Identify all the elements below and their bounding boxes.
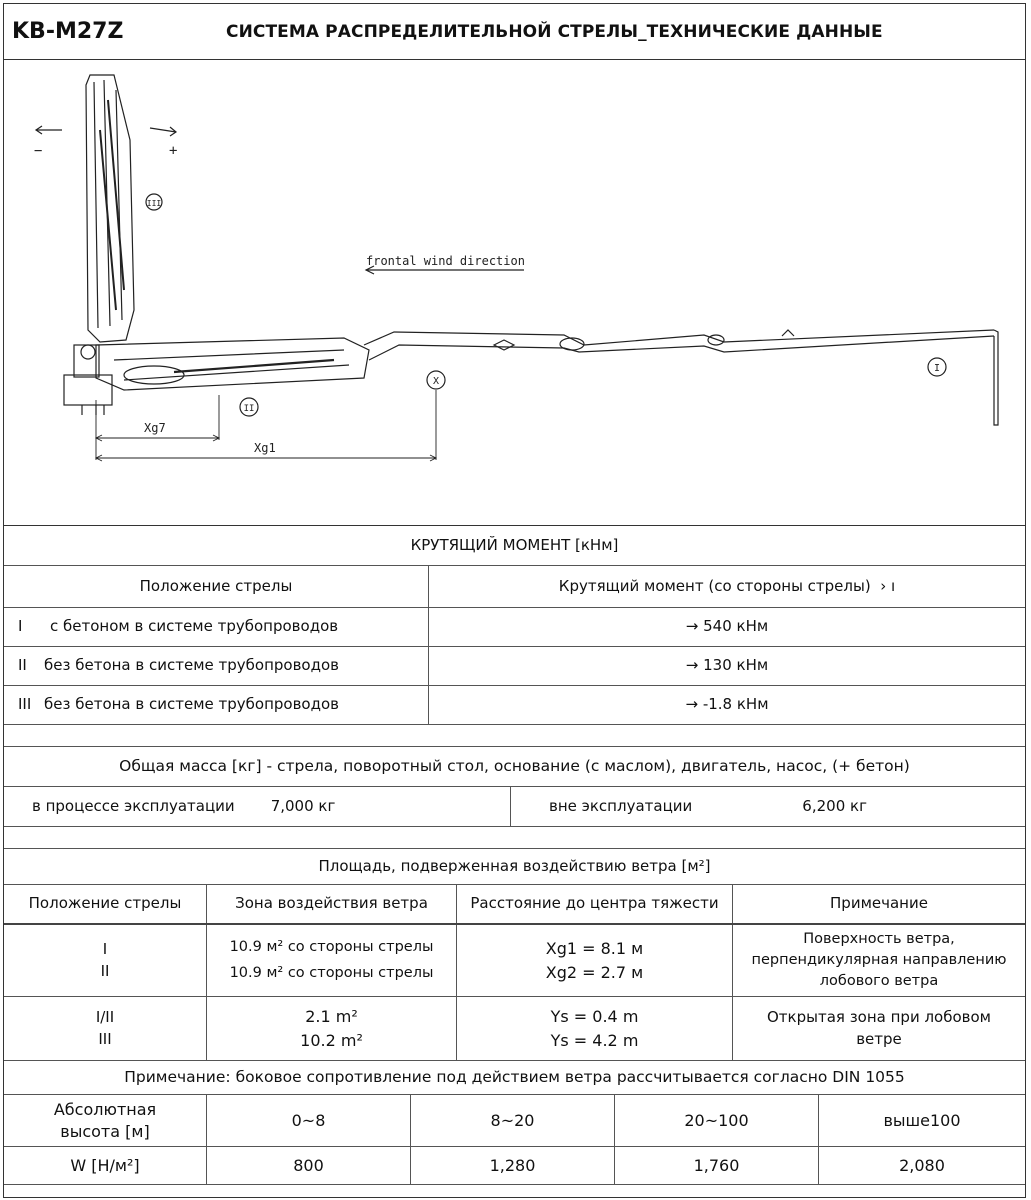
pressure-value-cell: 2,080 bbox=[899, 1155, 945, 1175]
boom-diagram-svg bbox=[4, 60, 1026, 525]
boom-section-1-lines bbox=[114, 350, 349, 380]
boom-cylinder-rod bbox=[174, 360, 334, 372]
boom-joint-3 bbox=[708, 335, 724, 345]
torque-row bbox=[4, 686, 1025, 725]
xg7-label: Xg7 bbox=[144, 421, 166, 435]
turret-pivot bbox=[81, 345, 95, 359]
boom-section-top bbox=[364, 330, 994, 345]
wind-row1-dist-a: Xg1 = 8.1 м bbox=[545, 939, 644, 959]
pressure-height-cell: выше100 bbox=[883, 1110, 961, 1130]
mass-operating-value: 7,000 кг bbox=[270, 796, 336, 815]
pressure-w-label: W [Н/м²] bbox=[4, 1147, 207, 1184]
mass-operating bbox=[4, 787, 511, 826]
torque-row-text: с бетоном в системе трубопроводов bbox=[50, 617, 339, 636]
position-x-label: X bbox=[432, 376, 440, 387]
torque-title-row bbox=[4, 526, 1025, 566]
mass-operating-label: в процессе эксплуатации bbox=[32, 796, 235, 815]
position-2-label: II bbox=[243, 404, 255, 414]
pressure-height-label bbox=[4, 1095, 207, 1146]
boom-joint-1 bbox=[494, 340, 514, 350]
torque-row-desc bbox=[4, 608, 429, 646]
pressure-value-cell: 1,760 bbox=[615, 1147, 819, 1184]
boom-section-bottom bbox=[369, 336, 994, 360]
torque-row-desc bbox=[4, 686, 429, 724]
mass-non-operating-value: 6,200 кг bbox=[802, 796, 867, 815]
spacer-row bbox=[4, 827, 1025, 849]
torque-row-pos: II bbox=[18, 656, 27, 675]
torque-row-pos: III bbox=[18, 695, 32, 714]
wind-col-zone: Зона воздействия ветра bbox=[207, 885, 457, 923]
wind-row2-zone-b: 10.2 m² bbox=[300, 1030, 363, 1050]
torque-row-desc bbox=[4, 647, 429, 685]
sheet-header bbox=[4, 4, 1025, 60]
wind-row2-dist-b: Ys = 4.2 m bbox=[550, 1030, 639, 1050]
mass-non-operating-label: вне эксплуатации bbox=[549, 796, 693, 815]
mass-non-operating bbox=[511, 787, 1025, 826]
wind-row2-distance bbox=[457, 997, 733, 1060]
end-hose bbox=[994, 330, 998, 425]
wind-direction-label: frontal wind direction bbox=[366, 254, 525, 268]
pressure-value-cell: 1,280 bbox=[411, 1147, 615, 1184]
torque-row-value: → 540 кНм bbox=[685, 617, 769, 636]
pressure-height-row bbox=[4, 1095, 1025, 1147]
boom-joint-4 bbox=[782, 330, 794, 336]
pressure-height-label-a: Абсолютная bbox=[53, 1099, 157, 1119]
wind-footnote: Примечание: боковое сопротивление под действием ветра рассчитывается согласно DIN 1055 bbox=[124, 1068, 905, 1087]
position-1-label: I bbox=[933, 363, 941, 374]
boom-cylinder-2 bbox=[124, 366, 184, 384]
wind-row2-position bbox=[4, 997, 207, 1060]
wind-area-header-row bbox=[4, 885, 1025, 925]
mass-values-row bbox=[4, 787, 1025, 827]
torque-row-value: → -1.8 кНм bbox=[685, 695, 769, 714]
wind-row2-note-a: Открытая зона при лобовом bbox=[767, 1007, 991, 1026]
wind-row2-dist-a: Ys = 0.4 m bbox=[550, 1007, 639, 1027]
wind-row1-zone-b: 10.9 м² со стороны стрелы bbox=[229, 964, 434, 981]
boom-joint-2 bbox=[560, 338, 584, 350]
wind-row1-note-c: лобового ветра bbox=[819, 973, 939, 989]
torque-row-value: → 130 кНм bbox=[685, 656, 769, 675]
torque-col-position: Положение стрелы bbox=[4, 566, 429, 607]
torque-row-pos: I bbox=[18, 617, 23, 636]
mass-title-row bbox=[4, 747, 1025, 787]
wind-area-row-1 bbox=[4, 925, 1025, 997]
wind-row1-note-a: Поверхность ветра, bbox=[803, 930, 955, 947]
wind-row2-pos-b: III bbox=[98, 1029, 112, 1048]
torque-row bbox=[4, 608, 1025, 647]
wind-row1-note-b: перпендикулярная направлению bbox=[751, 951, 1007, 968]
mass-title: Общая масса [кг] - стрела, поворотный стол, основание (с маслом), двигатель, насос, (+ бетон) bbox=[119, 757, 910, 776]
torque-col-moment bbox=[429, 566, 1025, 607]
pressure-height-cell: 8~20 bbox=[411, 1095, 615, 1146]
wind-row1-zone-a: 10.9 м² со стороны стрелы bbox=[229, 939, 434, 956]
torque-col-moment-label: Крутящий момент (со стороны стрелы) bbox=[558, 576, 871, 595]
torque-row bbox=[4, 647, 1025, 686]
position-3-label: III bbox=[146, 199, 162, 208]
torque-header-row bbox=[4, 566, 1025, 608]
wind-area-title: Площадь, подверженная воздействию ветра [м²] bbox=[318, 856, 711, 875]
pressure-value-cell: 800 bbox=[207, 1147, 411, 1184]
spacer-row bbox=[4, 725, 1025, 747]
spec-sheet bbox=[3, 3, 1026, 1198]
torque-col-mark: › ı bbox=[880, 576, 896, 595]
wind-row1-dist-b: Xg2 = 2.7 м bbox=[545, 962, 644, 982]
wind-row2-note bbox=[733, 997, 1025, 1060]
pressure-height-label-b: высота [м] bbox=[60, 1121, 150, 1141]
wind-footnote-row bbox=[4, 1061, 1025, 1095]
wind-row1-pos-a: I bbox=[102, 939, 108, 958]
wind-row2-zone bbox=[207, 997, 457, 1060]
wind-row1-distance bbox=[457, 925, 733, 996]
pressure-value-row bbox=[4, 1147, 1025, 1185]
vertical-boom-lines bbox=[94, 80, 122, 328]
torque-title: КРУТЯЩИЙ МОМЕНТ [кНм] bbox=[410, 535, 619, 554]
pressure-height-cell: 0~8 bbox=[207, 1095, 411, 1146]
wind-row1-note bbox=[733, 925, 1025, 996]
boom-drawing bbox=[4, 60, 1025, 526]
turret-legs bbox=[82, 405, 104, 415]
wind-area-title-row bbox=[4, 849, 1025, 885]
minus-label: − bbox=[34, 143, 43, 159]
sheet-title: СИСТЕМА РАСПРЕДЕЛИТЕЛЬНОЙ СТРЕЛЫ_ТЕХНИЧЕСКИЕ ДАННЫЕ bbox=[226, 21, 883, 42]
wind-row2-note-b: ветре bbox=[856, 1029, 902, 1048]
turret-base bbox=[64, 375, 112, 405]
wind-row2-pos-a: I/II bbox=[95, 1007, 115, 1026]
wind-row1-position bbox=[4, 925, 207, 996]
wind-col-position: Положение стрелы bbox=[4, 885, 207, 923]
wind-row2-zone-a: 2.1 m² bbox=[305, 1007, 358, 1027]
plus-label: + bbox=[169, 143, 178, 159]
torque-row-text: без бетона в системе трубопроводов bbox=[44, 695, 339, 714]
wind-row1-pos-b: II bbox=[100, 961, 110, 980]
wind-row1-zone bbox=[207, 925, 457, 996]
wind-col-distance: Расстояние до центра тяжести bbox=[457, 885, 733, 923]
model-name: KB-M27Z bbox=[12, 19, 124, 44]
pressure-height-cell: 20~100 bbox=[615, 1095, 819, 1146]
xg1-label: Xg1 bbox=[254, 441, 276, 455]
torque-row-text: без бетона в системе трубопроводов bbox=[44, 656, 339, 675]
wind-col-note: Примечание bbox=[830, 894, 928, 913]
wind-area-row-2 bbox=[4, 997, 1025, 1061]
